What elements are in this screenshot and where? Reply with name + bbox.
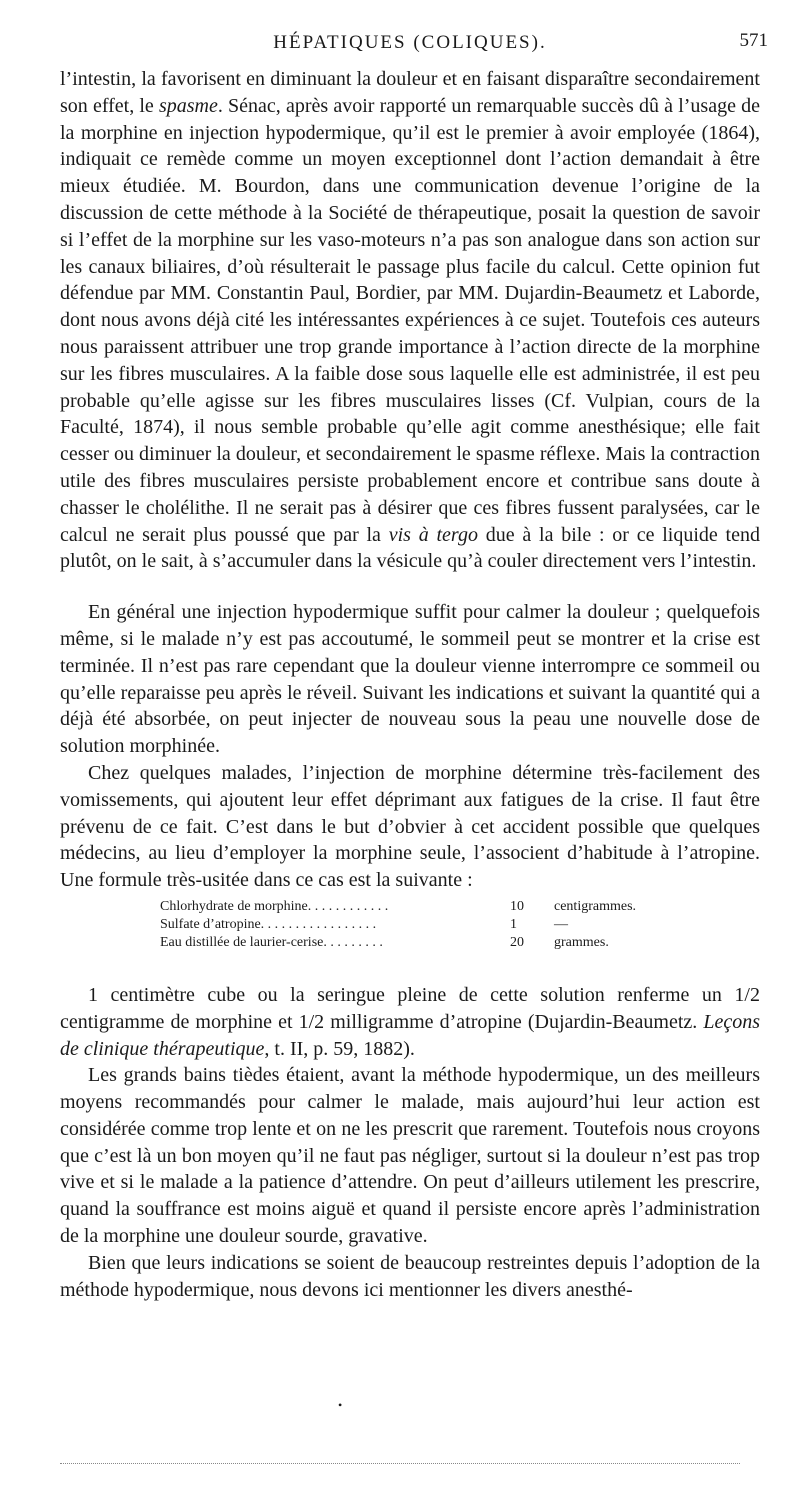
paragraph-4-italic-title: Leçons de clinique thérapeutique (60, 1010, 760, 1060)
body-text (60, 66, 760, 1303)
paragraph-1-text-b: . Sénac, après avoir rapporté un remarquable succès dû à l’usage de la morphine en injection hypodermique, qu’il est le premier à avoir employée (1864), indiquait ce remède comme un moyen exceptionnel dont l’action demandait à être mieux étudiée. M. Bourdon, dans une communication devenue l’origine de la discussion de cette méthode à la Société de thérapeutique, posait la question de savoir si l’effet de la morphine sur les vaso-moteurs n’a pas son analogue dans son action sur les canaux biliaires, d’où résulterait le passage plus facile du calcul. Cette opinion fut défendue par MM. Constantin Paul, Bordier, par MM. Dujardin-Beaumetz et Laborde, dont nous avons déjà cité les intéressantes expériences à ce sujet. Toutefois ces auteurs nous paraissent attribuer une trop grande importance à l’action directe de la morphine sur les fibres musculaires. A la faible dose sous laquelle elle est administrée, il est peu probable qu’elle agisse sur les fibres musculaires lisses (Cf. Vulpian, cours de la Faculté, 1874), il nous semble probable qu’elle agit comme anesthésique; elle fait cesser ou diminuer la douleur, et secondairement le spasme réflexe. Mais la contraction utile des fibres musculaires persiste probablement encore et contribue sans doute à chasser le cholélithe. Il ne serait pas à désirer que ces fibres fussent paralysées, car le calcul ne serait plus poussé que par la (60, 94, 760, 546)
formula-row (160, 916, 680, 934)
paragraph-1 (60, 66, 760, 575)
paragraph-2: En général une injection hypodermique suffit pour calmer la douleur ; quelquefois même, si le malade n’y est pas accoutumé, le sommeil peut se montrer et la crise est terminée. Il n’est pas rare cependant que la douleur vienne interrompre ce sommeil ou qu’elle reparaisse peu après le réveil. Suivant les indications et suivant la quantité qui a déjà été absorbée, on peut injecter de nouveau sous la peau une nouvelle dose de solution morphinée. (60, 601, 760, 758)
paragraph-4-text-b: , t. II, p. 59, 1882). (264, 1037, 415, 1060)
paragraph-4-text-a: 1 centimètre cube ou la seringue pleine de cette solution renferme un 1/2 centigramme de morphine et 1/2 milligramme d’atropine (Dujardin-Beaumetz. (60, 983, 760, 1033)
paragraph-1-italic-vis-a-tergo: vis à tergo (388, 523, 478, 546)
formula-ingredient: Sulfate d’atropine. . . . . . . . . . . . . . . . . (160, 916, 377, 932)
formula-unit: grammes. (554, 934, 609, 950)
paragraph-1-text-c: due à la bile : or ce liquide tend plutôt, on le sait, à s’accumuler dans la vésicule qu’à couler directement vers l’intestin. (60, 523, 760, 573)
formula-quantity: 20 (510, 934, 524, 950)
paragraph-3: Chez quelques malades, l’injection de morphine détermine très-facilement des vomissements, qui ajoutent leur effet déprimant aux fatigues de la crise. Il faut être prévenu de ce fait. C’est dans le but d’obvier à cet accident possible que quelques médecins, au lieu d’employer la morphine seule, l’associent d’habitude à l’atropine. Une formule très-usitée dans ce cas est la suivante : (60, 761, 760, 892)
running-title: HÉPATIQUES (COLIQUES). (273, 32, 547, 53)
paragraph-5: Les grands bains tièdes étaient, avant la méthode hypodermique, un des meilleurs moyens recommandés pour calmer le malade, mais aujourd’hui leur action est considérée comme trop lente et on ne les prescrit que rarement. Toutefois nous croyons que c’est là un bon moyen qu’il ne faut pas négliger, surtout si la douleur n’est pas trop vive et si le malade a la patience d’attendre. On peut d’ailleurs utilement les prescrire, quand la souffrance est moins aiguë et quand il persiste encore après l’administration de la morphine une douleur sourde, gravative. (60, 1064, 760, 1248)
paragraph-4 (60, 982, 760, 1062)
bottom-mark: • (338, 1398, 343, 1412)
paragraph-1-italic-spasme: spasme (158, 94, 218, 117)
formula-table (160, 898, 680, 952)
footer-rule (60, 1463, 740, 1464)
formula-row (160, 934, 680, 952)
formula-row (160, 898, 680, 916)
running-head (60, 30, 768, 58)
formula-quantity: 1 (510, 916, 517, 932)
paragraph-6: Bien que leurs indications se soient de beaucoup restreintes depuis l’adoption de la méthode hypodermique, nous devons ici mentionner les divers anesthé- (60, 1251, 760, 1301)
formula-ingredient: Chlorhydrate de morphine. . . . . . . . . . . . (160, 898, 389, 914)
formula-ingredient: Eau distillée de laurier-cerise. . . . . . . . . (160, 934, 383, 950)
formula-unit: centigrammes. (554, 898, 637, 914)
paragraph-1-text-a: l’intestin, la favorisent en diminuant la douleur et en faisant disparaître secondairement son effet, le (60, 68, 760, 117)
formula-quantity: 10 (510, 898, 524, 914)
formula-unit: — (554, 916, 568, 932)
page-number: 571 (739, 30, 768, 51)
